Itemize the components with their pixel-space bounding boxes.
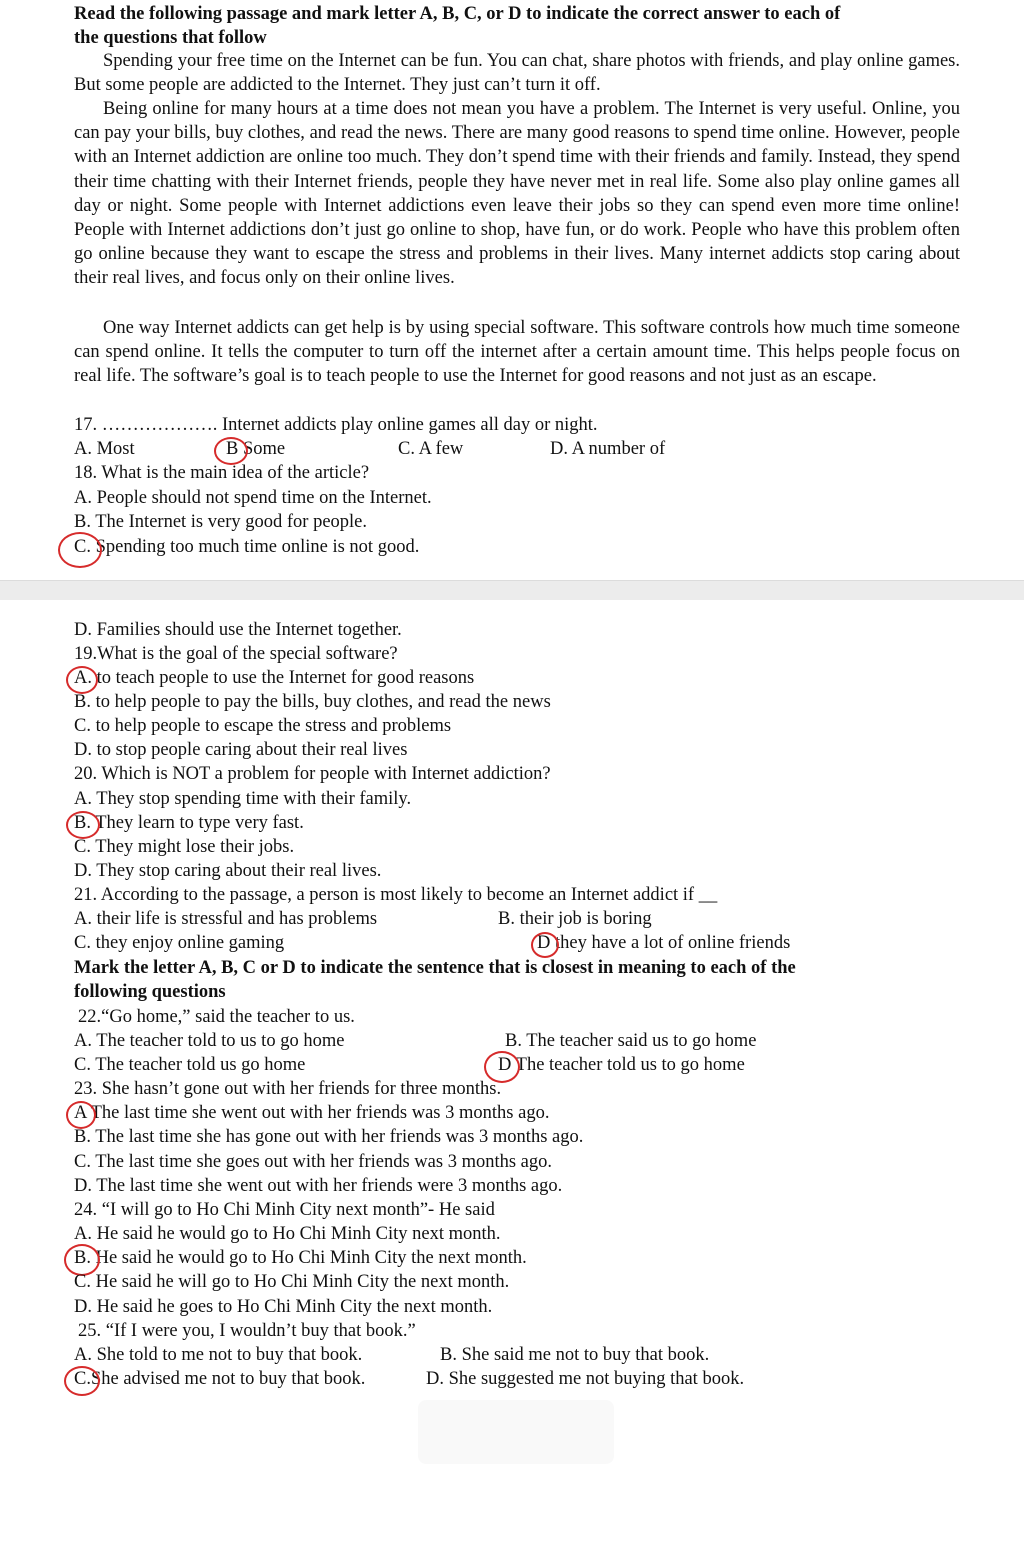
faded-watermark [418,1400,614,1464]
q25-option-d[interactable]: D. She suggested me not buying that book. [426,1369,745,1389]
instructions-heading-line-1: Read the following passage and mark letter A, B, C, or D to indicate the correct answer to each of [74,4,841,24]
q20-stem: 20. Which is NOT a problem for people with Internet addiction? [74,764,551,784]
q22-option-c[interactable]: C. The teacher told us go home [74,1055,306,1075]
q24-option-b[interactable]: B. He said he would go to Ho Chi Minh City the next month. [74,1248,527,1268]
q22-option-a[interactable]: A. The teacher told to us to go home [74,1031,345,1051]
q21-option-c[interactable]: C. they enjoy online gaming [74,933,285,953]
q24-option-d[interactable]: D. He said he goes to Ho Chi Minh City the next month. [74,1297,493,1317]
instructions-heading-line-2: the questions that follow [74,28,267,48]
q20-option-a[interactable]: A. They stop spending time with their family. [74,789,412,809]
q25-stem: 25. “If I were you, I wouldn’t buy that book.” [78,1321,416,1341]
q18-stem: 18. What is the main idea of the article? [74,463,370,483]
q17-option-c[interactable]: C. A few [398,439,464,459]
q23-option-a[interactable]: A The last time she went out with her friends was 3 months ago. [74,1103,550,1123]
q23-option-c[interactable]: C. The last time she goes out with her friends was 3 months ago. [74,1152,553,1172]
q21-option-d[interactable]: D they have a lot of online friends [537,933,791,953]
passage-paragraph-3: One way Internet addicts can get help is by using special software. This software controls how much time someone can spend online. It tells the computer to turn off the internet after a certain amount time. This helps people focus on real life. The software’s goal is to teach people to use the Internet for good reasons and not just as an escape. [74,318,960,387]
q20-option-b[interactable]: B. They learn to type very fast. [74,813,304,833]
q21-option-b[interactable]: B. their job is boring [498,909,652,929]
page-divider [0,580,1024,602]
q25-option-a[interactable]: A. She told to me not to buy that book. [74,1345,363,1365]
q18-option-a[interactable]: A. People should not spend time on the Internet. [74,488,432,508]
answer-circle-mark [64,1366,100,1396]
q17-option-a[interactable]: A. Most [74,439,135,459]
q19-option-a[interactable]: A. to teach people to use the Internet for good reasons [74,668,475,688]
q22-option-d[interactable]: D The teacher told us to go home [498,1055,745,1075]
q23-stem: 23. She hasn’t gone out with her friends for three months. [74,1079,502,1099]
q21-stem: 21. According to the passage, a person is most likely to become an Internet addict if __ [74,885,718,905]
answer-circle-mark [531,932,559,958]
q25-option-c[interactable]: C.She advised me not to buy that book. [74,1369,366,1389]
q22-stem: 22.“Go home,” said the teacher to us. [78,1007,355,1027]
q24-option-c[interactable]: C. He said he will go to Ho Chi Minh City the next month. [74,1272,510,1292]
q20-option-c[interactable]: C. They might lose their jobs. [74,837,295,857]
q24-option-a[interactable]: A. He said he would go to Ho Chi Minh City next month. [74,1224,501,1244]
q22-option-b[interactable]: B. The teacher said us to go home [505,1031,757,1051]
q24-stem: 24. “I will go to Ho Chi Minh City next month”- He said [74,1200,495,1220]
q17-option-d[interactable]: D. A number of [550,439,666,459]
document-page-1 [0,0,1024,580]
passage-paragraph-1: Spending your free time on the Internet can be fun. You can chat, share photos with friends, and play online games. But some people are addicted to the Internet. They just can’t turn it off. [74,51,960,96]
q25-option-b[interactable]: B. She said me not to buy that book. [440,1345,710,1365]
q19-option-c[interactable]: C. to help people to escape the stress and problems [74,716,452,736]
q20-option-d[interactable]: D. They stop caring about their real lives. [74,861,382,881]
answer-circle-mark [58,532,102,568]
q17-option-b[interactable]: B Some [226,439,286,459]
q23-option-b[interactable]: B. The last time she has gone out with her friends was 3 months ago. [74,1127,584,1147]
q17-stem: 17. ………………. Internet addicts play online games all day or night. [74,415,598,435]
passage-paragraph-2: Being online for many hours at a time does not mean you have a problem. The Internet is very useful. Online, you can pay your bills, buy clothes, and read the news. There are many good reasons to spend time online. However, people with an Internet addiction are online too much. They don’t spend time with their friends and family. Instead, they spend their time chatting with their Internet friends, people they have never met in real life. Some also play online games all day or night. Some people with Internet addictions even leave their jobs so they can spend even more time online! People with Internet addictions don’t just go online to shop, have fun, or do work. People who have this problem often go online because they want to escape the stress and problems in their lives. Many internet addicts stop caring about their real lives, and focus only on their online lives. [74,99,960,289]
q18-option-b[interactable]: B. The Internet is very good for people. [74,512,368,532]
q19-option-d[interactable]: D. to stop people caring about their real lives [74,740,408,760]
q19-option-b[interactable]: B. to help people to pay the bills, buy clothes, and read the news [74,692,551,712]
q18-option-c[interactable]: C. Spending too much time online is not good. [74,537,420,557]
instructions-heading-2-line-2: following questions [74,982,226,1002]
q21-option-a[interactable]: A. their life is stressful and has problems [74,909,378,929]
q19-stem: 19.What is the goal of the special software? [74,644,398,664]
q23-option-d[interactable]: D. The last time she went out with her friends were 3 months ago. [74,1176,563,1196]
instructions-heading-2-line-1: Mark the letter A, B, C or D to indicate the sentence that is closest in meaning to each of the [74,958,796,978]
q18-option-d[interactable]: D. Families should use the Internet together. [74,620,402,640]
